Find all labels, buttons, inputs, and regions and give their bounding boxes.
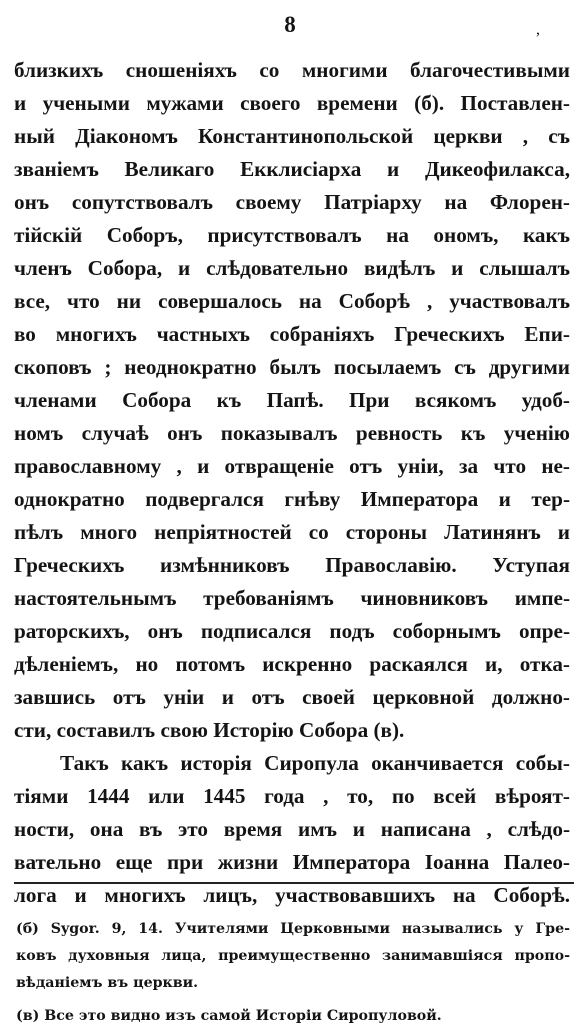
footnote-line: вѣданіемъ въ церкви. [16, 975, 199, 991]
text-line: вательно еще при жизни Императора Іоанна Палео- [14, 850, 570, 874]
text-line: званіемъ Великаго Екклисіарха и Дикеофилакса, [14, 157, 570, 181]
page-number: 8 [284, 12, 296, 37]
text-line: тіями 1444 или 1445 года , то, по всей вѣроят- [14, 784, 570, 808]
text-line: ности, она въ это время имъ и написана , слѣдо- [14, 817, 570, 841]
footnote-divider [14, 882, 574, 884]
text-line: пѣлъ много непріятностей со стороны Латинянъ и [14, 520, 570, 544]
body-text [14, 54, 570, 912]
text-line: сти, составилъ свою Исторію Собора (в). [14, 718, 405, 742]
text-line: ный Діакономъ Константинопольской церкви , съ [14, 124, 570, 148]
footnote-line: ковъ духовныя лица, преимущественно занимавшіяся пропо- [16, 948, 570, 964]
footnote-line: (б) Sygor. 9, 14. Учителями Церковными назывались у Гре- [16, 921, 570, 937]
text-line: однократно подвергался гнѣву Императора и тер- [14, 487, 570, 511]
text-line: Греческихъ измѣнниковъ Православію. Уступая [14, 553, 570, 577]
footnote-line: (в) Все это видно изъ самой Исторіи Сиропуловой. [16, 1008, 442, 1024]
text-line: завшись отъ уніи и отъ своей церковной должно- [14, 685, 570, 709]
text-line: близкихъ сношеніяхъ со многими благочестивыми [14, 58, 570, 82]
text-line: раторскихъ, онъ подписался подъ соборнымъ опре- [14, 619, 570, 643]
text-line: Такъ какъ исторія Сиропула оканчивается собы- [60, 751, 570, 775]
text-line: тійскій Соборъ, присутствовалъ на ономъ, какъ [14, 223, 570, 247]
text-line: дѣленіемъ, но потомъ искренно раскаялся и, отка- [14, 652, 570, 676]
text-line: православному , и отвращеніе отъ уніи, за что не- [14, 454, 570, 478]
text-line: членъ Собора, и слѣдовательно видѣлъ и слышалъ [14, 256, 570, 280]
text-line: онъ сопутствовалъ своему Патріарху на Флорен- [14, 190, 570, 214]
text-line: номъ случаѣ онъ показывалъ ревность къ ученію [14, 421, 570, 445]
text-line: во многихъ частныхъ собраніяхъ Греческихъ Епи- [14, 322, 570, 346]
text-line: лога и многихъ лицъ, участвовавшихъ на Соборѣ. [14, 883, 570, 907]
footnotes [16, 916, 570, 1030]
text-line: настоятельнымъ требованіямъ чиновниковъ импе- [14, 586, 570, 610]
text-line: все, что ни совершалось на Соборѣ , участвовалъ [14, 289, 570, 313]
text-line: скоповъ ; неоднократно былъ посылаемъ съ другими [14, 355, 570, 379]
text-line: и учеными мужами своего времени (б). Поставлен- [14, 91, 570, 115]
corner-mark: , [536, 21, 540, 38]
text-line: членами Собора къ Папѣ. При всякомъ удоб- [14, 388, 570, 412]
